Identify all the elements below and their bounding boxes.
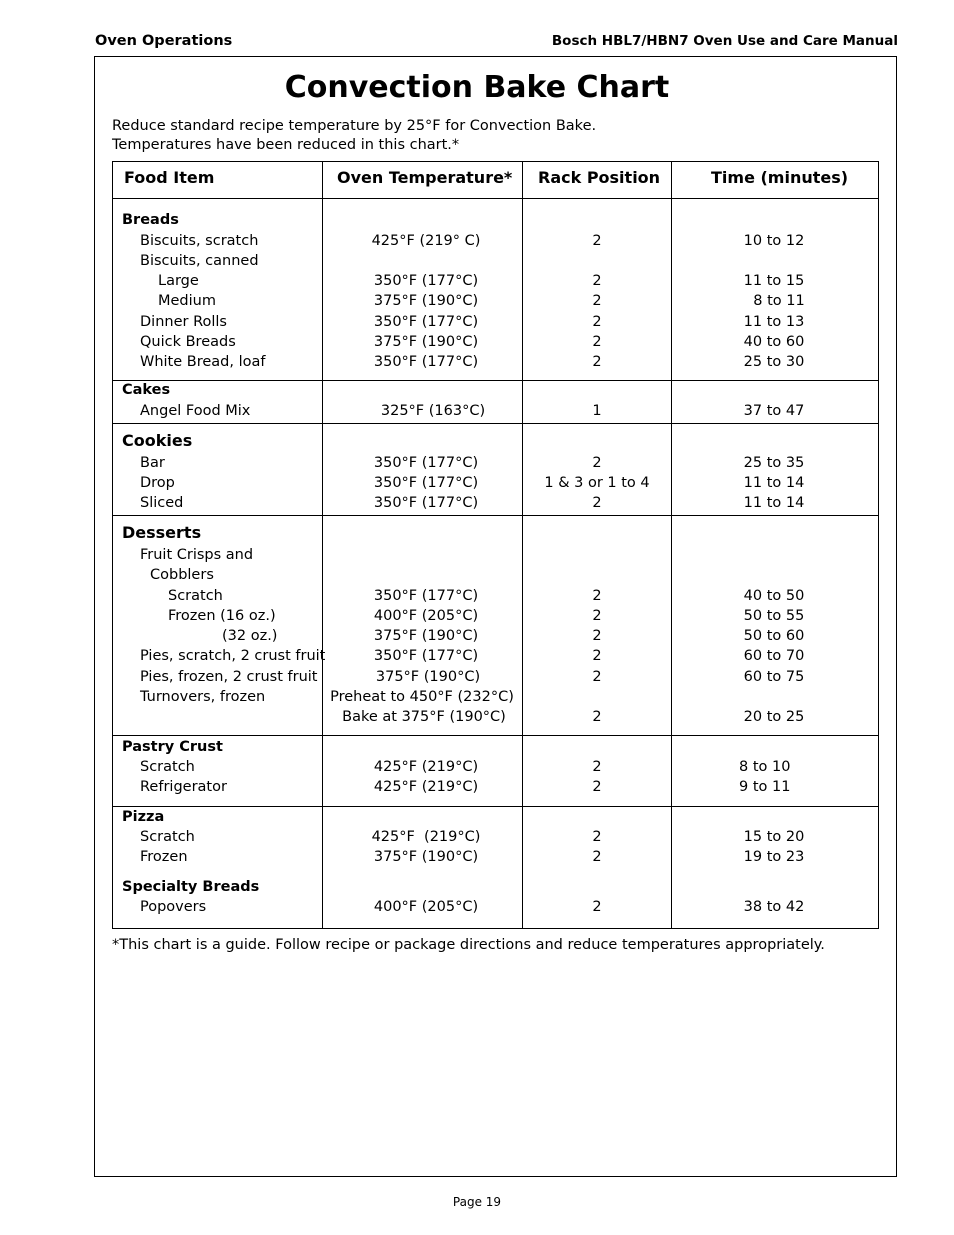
rack-position: 2	[592, 293, 602, 309]
oven-temperature: 350°F (177°C)	[373, 648, 479, 664]
bake-time: 11 to 15	[743, 273, 805, 289]
rack-position: 2	[592, 334, 602, 350]
rack-position: 2	[592, 495, 602, 511]
bake-time: 50 to 55	[743, 608, 805, 624]
bake-time: 11 to 14	[743, 475, 805, 491]
food-item: Drop	[140, 475, 175, 491]
oven-temperature: 375°F (190°C)	[373, 334, 479, 350]
oven-temperature: 350°F (177°C)	[373, 455, 479, 471]
column-header-time: Time (minutes)	[711, 168, 849, 187]
page-title: Convection Bake Chart	[284, 70, 670, 105]
row-divider	[113, 806, 878, 807]
group-label-specialty-breads: Specialty Breads	[122, 879, 260, 895]
column-header-oven-temperature: Oven Temperature*	[337, 168, 513, 187]
rack-position: 2	[592, 455, 602, 471]
bake-time: 60 to 75	[743, 669, 805, 685]
rack-position: 2	[592, 779, 602, 795]
bake-time: 25 to 30	[743, 354, 805, 370]
group-label-breads: Breads	[122, 212, 179, 228]
food-item: Popovers	[140, 899, 207, 915]
oven-temperature: 325°F (163°C)	[380, 403, 486, 419]
oven-temperature: 350°F (177°C)	[373, 273, 479, 289]
bake-time: 37 to 47	[743, 403, 805, 419]
column-divider	[322, 162, 323, 928]
page-number: Page 19	[452, 1195, 502, 1209]
oven-temperature: 425°F (219°C)	[371, 829, 481, 845]
oven-temperature: 375°F (190°C)	[373, 849, 479, 865]
bake-time: 15 to 20	[743, 829, 805, 845]
food-item: Large	[158, 273, 199, 289]
food-item: Angel Food Mix	[140, 403, 251, 419]
row-divider	[113, 735, 878, 736]
oven-temperature: 400°F (205°C)	[373, 608, 479, 624]
section-header: Oven Operations	[95, 33, 233, 49]
bake-time: 11 to 14	[743, 495, 805, 511]
rack-position: 2	[592, 709, 602, 725]
footnote: *This chart is a guide. Follow recipe or package directions and reduce temperatures appropriately.	[112, 937, 825, 953]
food-item: Bar	[140, 455, 165, 471]
oven-temperature: 350°F (177°C)	[373, 475, 479, 491]
food-item: Scratch	[168, 588, 223, 604]
food-item: Pies, frozen, 2 crust fruit	[140, 669, 318, 685]
oven-temperature: Preheat to 450°F (232°C)	[330, 689, 514, 705]
oven-temperature: 400°F (205°C)	[373, 899, 479, 915]
column-header-food-item: Food Item	[124, 168, 215, 187]
group-label-cakes: Cakes	[122, 382, 171, 398]
rack-position: 2	[592, 588, 602, 604]
bake-time: 8 to 10	[739, 759, 791, 775]
column-header-rack-position: Rack Position	[538, 168, 661, 187]
convection-bake-table	[112, 161, 879, 929]
bake-time: 9 to 11	[739, 779, 791, 795]
bake-time: 8 to 11	[753, 293, 805, 309]
rack-position: 2	[592, 608, 602, 624]
rack-position: 2	[592, 273, 602, 289]
row-divider	[113, 380, 878, 381]
oven-temperature: Bake at 375°F (190°C)	[342, 709, 506, 725]
food-item: Biscuits, canned	[140, 253, 259, 269]
rack-position: 2	[592, 354, 602, 370]
food-item: Frozen	[140, 849, 188, 865]
group-label-pizza: Pizza	[122, 809, 165, 825]
bake-time: 50 to 60	[743, 628, 805, 644]
rack-position: 1	[592, 403, 602, 419]
rack-position: 2	[592, 849, 602, 865]
group-label-cookies: Cookies	[122, 431, 193, 450]
row-divider	[113, 515, 878, 516]
rack-position: 2	[592, 899, 602, 915]
food-item: White Bread, loaf	[140, 354, 266, 370]
rack-position: 1 & 3 or 1 to 4	[544, 475, 650, 491]
rack-position: 2	[592, 314, 602, 330]
bake-time: 40 to 50	[743, 588, 805, 604]
food-item: Quick Breads	[140, 334, 236, 350]
oven-temperature: 375°F (190°C)	[375, 669, 481, 685]
oven-temperature: 375°F (190°C)	[373, 293, 479, 309]
bake-time: 38 to 42	[743, 899, 805, 915]
oven-temperature: 350°F (177°C)	[373, 314, 479, 330]
group-label-desserts: Desserts	[122, 523, 202, 542]
bake-time: 25 to 35	[743, 455, 805, 471]
intro-line: Reduce standard recipe temperature by 25°F for Convection Bake.	[112, 118, 597, 134]
bake-time: 10 to 12	[743, 233, 805, 249]
food-item: Refrigerator	[140, 779, 227, 795]
food-item: Turnovers, frozen	[140, 689, 266, 705]
manual-header: Bosch HBL7/HBN7 Oven Use and Care Manual	[551, 33, 898, 49]
food-item: Scratch	[140, 759, 195, 775]
bake-time: 40 to 60	[743, 334, 805, 350]
group-label-pastry-crust: Pastry Crust	[122, 739, 223, 755]
oven-temperature: 350°F (177°C)	[373, 588, 479, 604]
food-item: Scratch	[140, 829, 195, 845]
oven-temperature: 375°F (190°C)	[373, 628, 479, 644]
rack-position: 2	[592, 233, 602, 249]
food-item: Pies, scratch, 2 crust fruit	[140, 648, 326, 664]
rack-position: 2	[592, 669, 602, 685]
food-item: (32 oz.)	[222, 628, 278, 644]
food-item: Sliced	[140, 495, 184, 511]
food-item: Cobblers	[150, 567, 214, 583]
intro-text	[112, 117, 596, 155]
rack-position: 2	[592, 759, 602, 775]
bake-time: 20 to 25	[743, 709, 805, 725]
food-item: Frozen (16 oz.)	[168, 608, 276, 624]
rack-position: 2	[592, 648, 602, 664]
food-item: Fruit Crisps and	[140, 547, 254, 563]
food-item: Dinner Rolls	[140, 314, 227, 330]
food-item: Biscuits, scratch	[140, 233, 259, 249]
food-item: Medium	[158, 293, 216, 309]
rack-position: 2	[592, 829, 602, 845]
oven-temperature: 425°F (219°C)	[373, 759, 479, 775]
oven-temperature: 350°F (177°C)	[373, 495, 479, 511]
oven-temperature: 425°F (219°C)	[373, 779, 479, 795]
bake-time: 60 to 70	[743, 648, 805, 664]
intro-line: Temperatures have been reduced in this chart.*	[112, 137, 460, 153]
bake-time: 19 to 23	[743, 849, 805, 865]
bake-time: 11 to 13	[743, 314, 805, 330]
header-divider	[113, 198, 878, 199]
oven-temperature: 425°F (219° C)	[371, 233, 481, 249]
rack-position: 2	[592, 628, 602, 644]
row-divider	[113, 423, 878, 424]
oven-temperature: 350°F (177°C)	[373, 354, 479, 370]
